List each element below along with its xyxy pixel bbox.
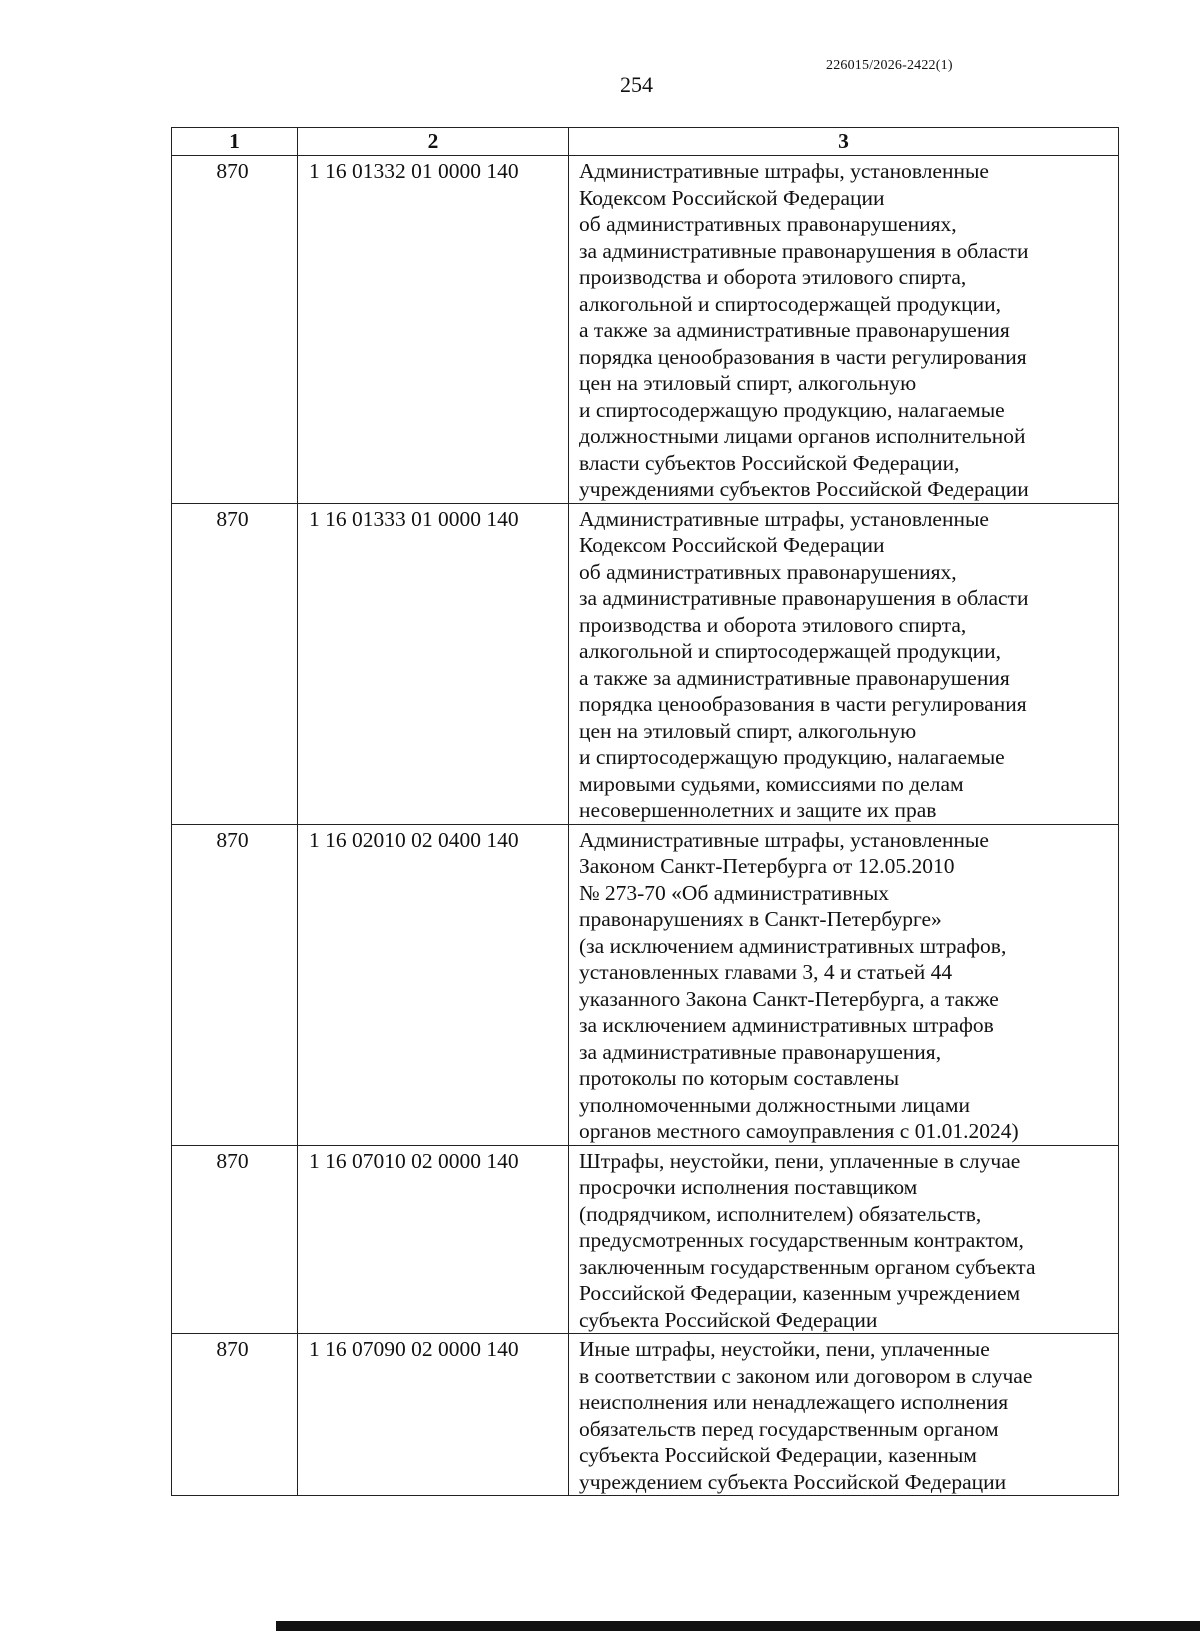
table-row [172,503,1119,824]
description-line: (за исключением административных штрафов, [579,933,1007,958]
description-line: (подрядчиком, исполнителем) обязательств, [579,1201,982,1226]
description-cell [569,503,1119,824]
description-line: субъекта Российской Федерации [579,1307,878,1332]
description-line: протоколы по которым составлены [579,1066,900,1090]
column-header: 2 [298,128,569,156]
budget-code-cell: 1 16 01332 01 0000 140 [298,156,569,504]
description-line: Законом Санкт-Петербурга от 12.05.2010 [579,854,955,878]
description-cell [569,1334,1119,1496]
description-line: за административные правонарушения, [579,1039,942,1064]
budget-code-cell: 1 16 07090 02 0000 140 [298,1334,569,1496]
description-line: за административные правонарушения в области [579,586,1029,610]
table-row [172,156,1119,504]
description-line: мировыми судьями, комиссиями по делам [579,771,964,796]
description-line: производства и оборота этилового спирта, [579,612,967,637]
description-line: Административные штрафы, установленные [579,827,989,852]
table-row [172,824,1119,1145]
description-line: Административные штрафы, установленные [579,159,989,183]
budget-codes-table [171,127,1119,1496]
description-line: несовершеннолетних и защите их прав [579,798,937,822]
description-line: а также за административные правонарушения [579,318,1010,342]
column-header: 3 [569,128,1119,156]
scan-edge-bar [276,1621,1200,1631]
description-cell [569,156,1119,504]
table-row [172,1334,1119,1496]
admin-code-cell: 870 [172,1334,298,1496]
description-line: должностными лицами органов исполнительной [579,424,1026,448]
description-line: производства и оборота этилового спирта, [579,265,967,289]
description-line: Кодексом Российской Федерации [579,533,885,557]
description-line: об административных правонарушениях, [579,559,957,584]
page-number: 254 [620,72,653,97]
admin-code-cell: 870 [172,824,298,1145]
description-line: Кодексом Российской Федерации [579,185,885,210]
description-line: об административных правонарушениях, [579,212,957,236]
table-row [172,1145,1119,1334]
table-body [172,156,1119,1496]
description-line: установленных главами 3, 4 и статьей 44 [579,960,953,984]
description-line: цен на этиловый спирт, алкогольную [579,718,917,743]
admin-code-cell: 870 [172,156,298,504]
admin-code-cell: 870 [172,503,298,824]
description-line: учреждениями субъектов Российской Федерации [579,477,1029,501]
description-line: за административные правонарушения в области [579,238,1029,263]
budget-code-cell: 1 16 01333 01 0000 140 [298,503,569,824]
budget-code-cell: 1 16 02010 02 0400 140 [298,824,569,1145]
description-line: Российской Федерации, казенным учреждением [579,1281,1021,1305]
description-line: за исключением административных штрафов [579,1013,994,1037]
description-line: правонарушениях в Санкт-Петербурге» [579,907,942,931]
description-line: обязательств перед государственным органом [579,1416,999,1441]
description-line: в соответствии с законом или договором в случае [579,1363,1033,1388]
budget-code-cell: 1 16 07010 02 0000 140 [298,1145,569,1334]
description-line: алкогольной и спиртосодержащей продукции, [579,639,1001,663]
description-line: субъекта Российской Федерации, казенным [579,1443,977,1467]
description-line: а также за административные правонарушения [579,665,1010,690]
description-line: власти субъектов Российской Федерации, [579,450,960,475]
admin-code-cell: 870 [172,1145,298,1334]
description-line: уполномоченными должностными лицами [579,1092,970,1117]
description-line: алкогольной и спиртосодержащей продукции, [579,291,1001,316]
description-line: порядка ценообразования в части регулирования [579,692,1027,716]
description-line: и спиртосодержащую продукцию, налагаемые [579,745,1005,769]
description-cell [569,1145,1119,1334]
description-line: органов местного самоуправления с 01.01.2024) [579,1119,1019,1143]
description-line: Иные штрафы, неустойки, пени, уплаченные [579,1337,990,1361]
description-line: заключенным государственным органом субъекта [579,1254,1036,1279]
description-line: № 273-70 «Об административных [579,880,890,905]
description-line: порядка ценообразования в части регулирования [579,344,1027,369]
document-id: 226015/2026-2422(1) [826,58,953,73]
description-line: предусмотренных государственным контрактом, [579,1228,1024,1252]
description-line: Штрафы, неустойки, пени, уплаченные в случае [579,1148,1021,1173]
description-line: просрочки исполнения поставщиком [579,1175,918,1199]
description-line: неисполнения или ненадлежащего исполнения [579,1390,1009,1414]
description-line: указанного Закона Санкт-Петербурга, а также [579,986,999,1011]
table-header-row [172,128,1119,156]
column-header: 1 [172,128,298,156]
description-cell [569,824,1119,1145]
description-line: и спиртосодержащую продукцию, налагаемые [579,397,1005,422]
description-line: учреждением субъекта Российской Федерации [579,1469,1007,1494]
description-line: цен на этиловый спирт, алкогольную [579,371,917,395]
description-line: Административные штрафы, установленные [579,506,989,531]
